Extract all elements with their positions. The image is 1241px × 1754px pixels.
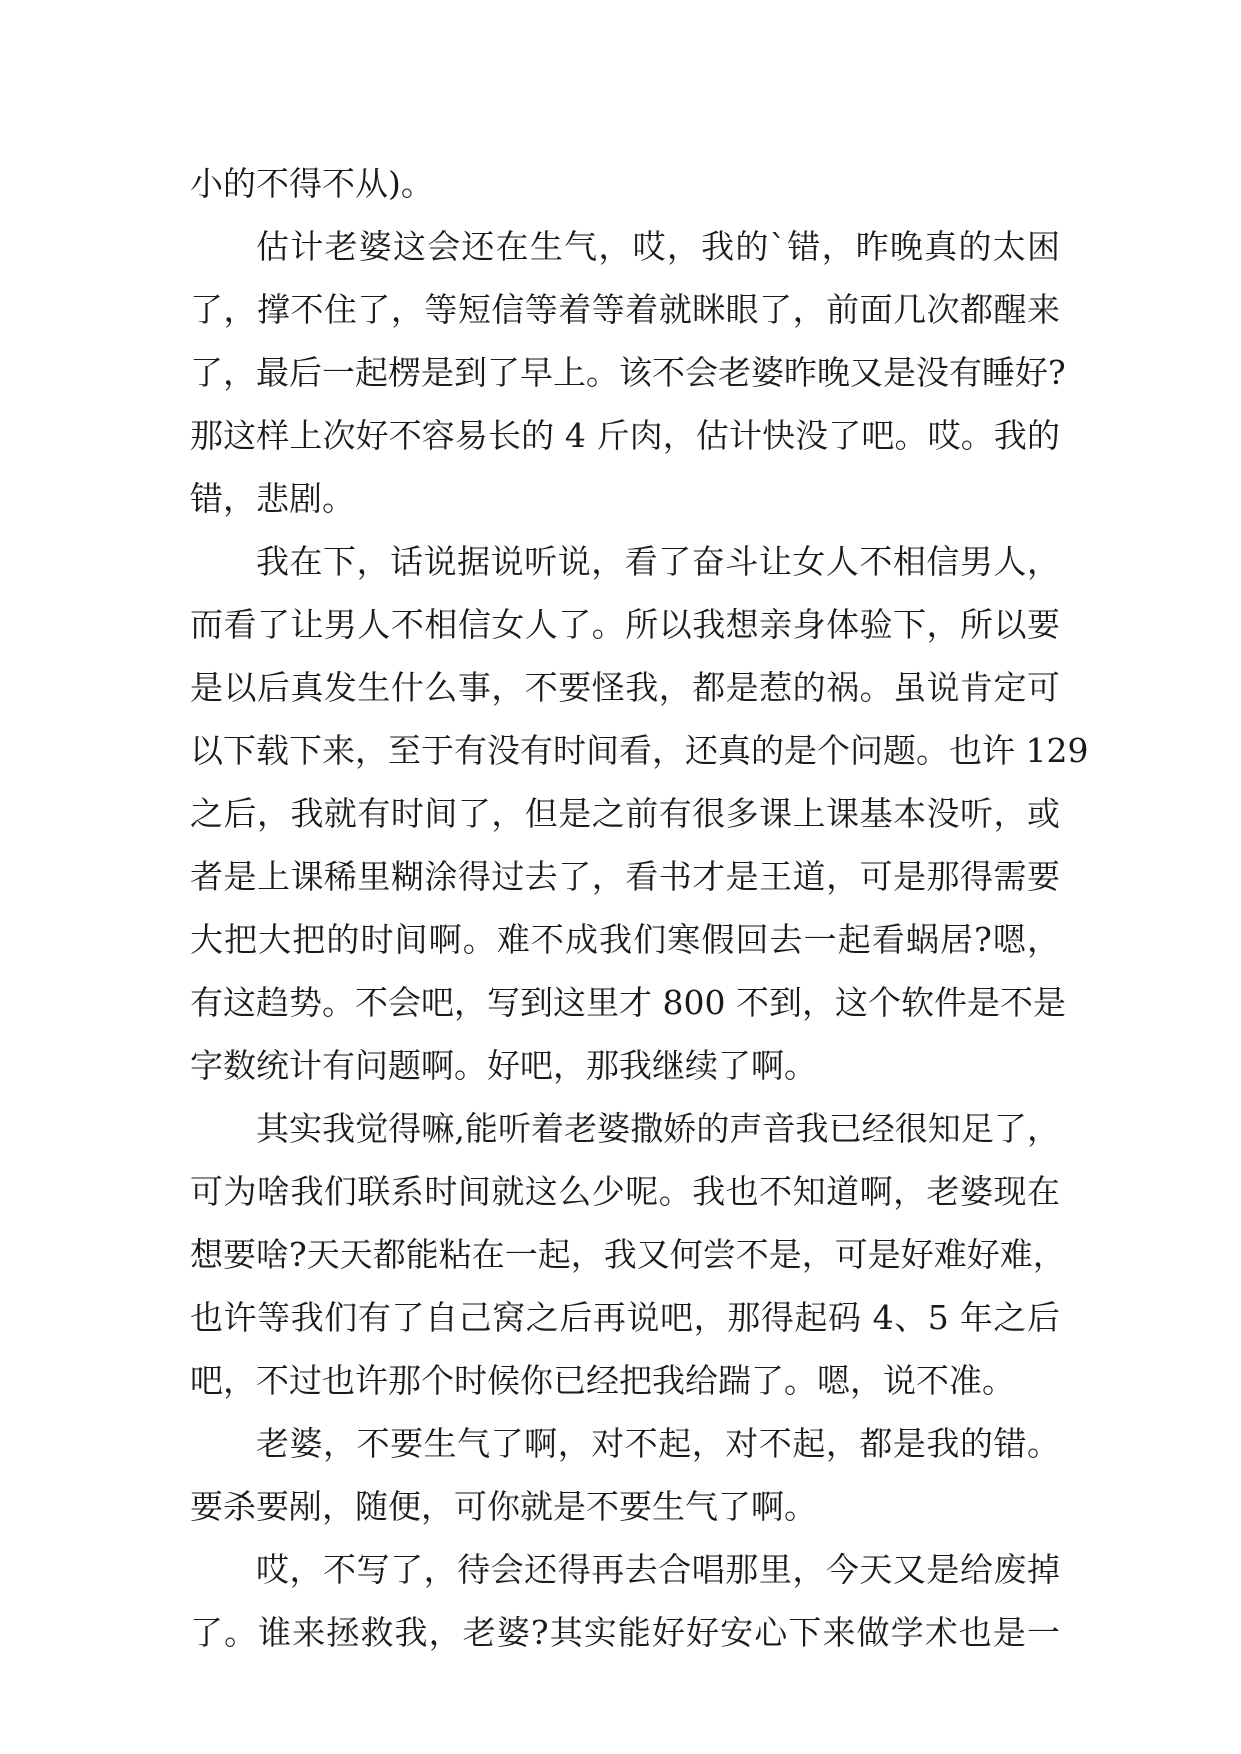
text-line: 以下载下来，至于有没有时间看，还真的是个问题。也许 129 [190,731,1089,770]
text-line: 也许等我们有了自己窝之后再说吧，那得起码 4、5 年之后 [190,1298,1060,1337]
paragraph-first-line: 估计老婆这会还在生气，哎，我的`错，昨晚真的太困 [256,227,1060,266]
text-line: 要杀要剐，随便，可你就是不要生气了啊。 [190,1487,817,1526]
body-text [190,152,1089,1664]
text-line: 了。谁来拯救我，老婆?其实能好好安心下来做学术也是一 [190,1613,1060,1652]
text-line: 而看了让男人不相信女人了。所以我想亲身体验下，所以要 [190,605,1060,644]
text-line: 者是上课稀里糊涂得过去了，看书才是王道，可是那得需要 [190,857,1060,896]
text-line: 吧，不过也许那个时候你已经把我给踹了。嗯，说不准。 [190,1361,1015,1400]
paragraph-first-line: 哎，不写了，待会还得再去合唱那里，今天又是给废掉 [256,1550,1060,1589]
text-line: 字数统计有问题啊。好吧，那我继续了啊。 [190,1046,817,1085]
text-line: 有这趋势。不会吧，写到这里才 800 不到，这个软件是不是 [190,983,1066,1022]
text-line: 小的不得不从)。 [190,164,434,203]
paragraph-first-line: 老婆，不要生气了啊，对不起，对不起，都是我的错。 [256,1424,1060,1463]
text-line: 了，最后一起楞是到了早上。该不会老婆昨晚又是没有睡好? [190,353,1066,392]
text-line: 想要啥?天天都能粘在一起，我又何尝不是，可是好难好难， [190,1235,1066,1274]
text-line: 可为啥我们联系时间就这么少呢。我也不知道啊，老婆现在 [190,1172,1060,1211]
text-line: 错，悲剧。 [190,479,355,518]
text-line: 那这样上次好不容易长的 4 斤肉，估计快没了吧。哎。我的 [190,416,1060,455]
text-line: 了，撑不住了，等短信等着等着就眯眼了，前面几次都醒来 [190,290,1060,329]
text-line: 是以后真发生什么事，不要怪我，都是惹的祸。虽说肯定可 [190,668,1060,707]
paragraph-first-line: 其实我觉得嘛,能听着老婆撒娇的声音我已经很知足了， [256,1109,1060,1148]
text-line: 大把大把的时间啊。难不成我们寒假回去一起看蜗居?嗯， [190,920,1060,959]
text-line: 之后，我就有时间了，但是之前有很多课上课基本没听，或 [190,794,1060,833]
paragraph-first-line: 我在下，话说据说听说，看了奋斗让女人不相信男人， [256,542,1060,581]
